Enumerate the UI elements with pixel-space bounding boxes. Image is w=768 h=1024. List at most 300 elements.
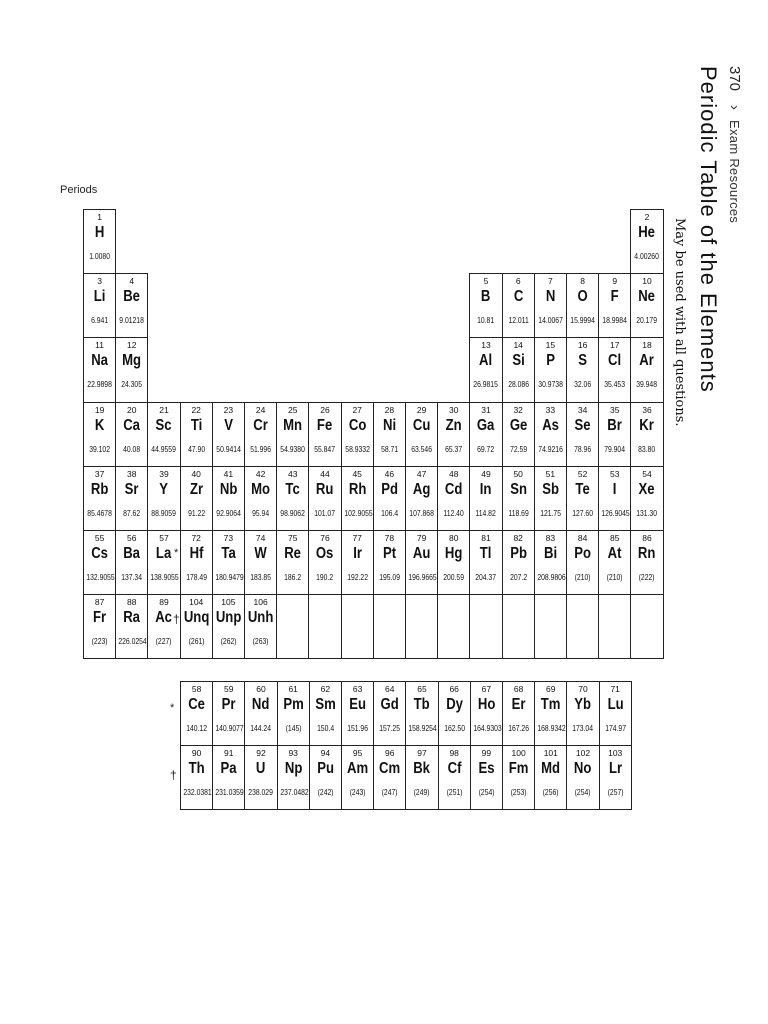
atomic-mass: 164.9303: [473, 724, 502, 733]
atomic-number: 91: [224, 748, 234, 759]
atomic-number: 90: [191, 748, 202, 759]
atomic-mass: 58.71: [380, 444, 398, 454]
atomic-mass: 14.0067: [538, 316, 563, 326]
empty-cell: [630, 594, 663, 659]
atomic-mass: 151.96: [347, 724, 368, 733]
empty-cell: [469, 594, 502, 659]
atomic-mass: (249): [414, 788, 430, 798]
element-symbol: P: [546, 352, 555, 370]
atomic-number: 5: [483, 276, 489, 287]
element-cell: [83, 273, 116, 338]
element-symbol: Unq: [183, 609, 209, 627]
element-cell: [599, 681, 632, 746]
element-symbol: Er: [511, 696, 526, 713]
atomic-mass: 92.9064: [216, 508, 241, 518]
element-symbol: Sr: [124, 480, 139, 498]
atomic-mass: 102.9055: [343, 508, 373, 518]
atomic-mass: 15.9994: [570, 316, 595, 326]
atomic-mass: (262): [220, 637, 237, 647]
atomic-number: 40: [191, 468, 201, 479]
empty-cell: [437, 594, 470, 659]
element-cell: [244, 681, 277, 746]
element-cell: [244, 466, 277, 531]
atomic-mass: 232.0381: [183, 788, 212, 798]
atomic-number: 97: [417, 748, 427, 759]
element-cell: [566, 337, 599, 402]
element-cell: [180, 530, 213, 595]
atomic-mass: 35.453: [604, 380, 626, 390]
element-cell: [83, 530, 116, 595]
element-symbol: Rh: [348, 480, 366, 498]
atomic-number: 6: [515, 276, 521, 287]
element-symbol: Mn: [283, 416, 303, 434]
element-cell: [599, 745, 632, 810]
atomic-mass: 20.179: [636, 316, 658, 326]
element-cell: [341, 466, 374, 531]
element-symbol: Es: [478, 760, 495, 778]
atomic-mass: 157.25: [379, 724, 401, 733]
atomic-number: 35: [610, 404, 620, 415]
element-symbol: Ra: [123, 609, 141, 627]
atomic-number: 99: [481, 748, 492, 759]
element-symbol: H: [94, 224, 105, 241]
element-cell: [566, 466, 599, 531]
atomic-mass: (263): [252, 637, 269, 647]
element-cell: [276, 402, 309, 467]
element-symbol: At: [607, 545, 622, 562]
element-cell: [147, 402, 180, 467]
element-symbol: Ga: [477, 416, 495, 434]
atomic-mass: 95.94: [252, 508, 270, 518]
atomic-mass: 79.904: [604, 444, 626, 454]
empty-cell: [276, 594, 309, 659]
element-cell: [405, 402, 438, 467]
element-cell: [405, 530, 438, 595]
element-cell: [180, 745, 213, 810]
element-symbol: S: [578, 352, 587, 370]
atomic-number: 85: [610, 533, 620, 543]
element-symbol: Ac: [155, 609, 173, 627]
atomic-number: 67: [481, 684, 492, 694]
element-symbol: Ne: [638, 288, 656, 306]
element-cell: [277, 681, 310, 746]
atomic-mass: 118.69: [508, 508, 529, 518]
element-symbol: Os: [316, 545, 334, 562]
element-cell: [212, 594, 245, 659]
atomic-number: 55: [94, 533, 105, 543]
element-cell: [502, 273, 535, 338]
atomic-mass: 180.9479: [215, 573, 244, 582]
element-cell: [598, 337, 631, 402]
empty-cell: [405, 594, 438, 659]
atomic-mass: 174.97: [604, 724, 626, 733]
atomic-number: 3: [97, 276, 102, 287]
element-symbol: Zr: [189, 480, 203, 498]
atomic-number: 63: [352, 684, 363, 694]
atomic-mass: (242): [317, 788, 334, 798]
atomic-number: 8: [580, 276, 585, 287]
element-symbol: Fm: [508, 760, 529, 778]
empty-cell: [308, 594, 341, 659]
element-cell: [598, 273, 631, 338]
element-cell: [308, 402, 341, 467]
atomic-mass: (145): [285, 724, 302, 733]
atomic-number: 65: [417, 684, 427, 694]
atomic-number: 93: [288, 748, 298, 759]
element-cell: [147, 530, 180, 595]
atomic-number: 88: [127, 597, 137, 608]
empty-cell: [341, 594, 374, 659]
atomic-number: 22: [191, 404, 201, 415]
atomic-number: 71: [610, 684, 620, 694]
element-symbol: Th: [188, 760, 205, 778]
element-cell: [438, 745, 471, 810]
atomic-number: 73: [223, 533, 234, 543]
atomic-number: 100: [511, 748, 526, 759]
atomic-number: 13: [481, 340, 491, 351]
element-symbol: Mg: [122, 352, 142, 370]
element-symbol: No: [574, 760, 592, 778]
element-symbol: Fe: [317, 416, 333, 434]
atomic-number: 46: [384, 468, 395, 479]
section-name: Exam Resources: [727, 120, 742, 224]
element-cell: [83, 594, 116, 659]
atomic-mass: 58.9332: [344, 444, 370, 454]
atomic-mass: 237.0482: [279, 788, 309, 798]
atomic-number: 23: [223, 404, 234, 415]
atomic-number: 38: [127, 468, 137, 479]
atomic-number: 74: [255, 533, 266, 543]
atomic-number: 81: [481, 533, 491, 543]
element-cell: [115, 402, 148, 467]
atomic-number: 79: [416, 533, 427, 543]
atomic-mass: (261): [188, 637, 205, 647]
element-symbol: Tl: [480, 545, 492, 562]
atomic-number: 70: [578, 684, 588, 694]
element-cell: [534, 337, 567, 402]
actinide-row-marker: †: [170, 768, 177, 782]
element-symbol: Y: [159, 480, 169, 498]
atomic-number: 2: [644, 212, 650, 222]
atomic-number: 62: [320, 684, 331, 694]
page-line: [726, 66, 743, 223]
element-cell: [83, 466, 116, 531]
atomic-mass: 121.75: [539, 508, 561, 518]
atomic-number: 68: [513, 684, 524, 694]
atomic-number: 58: [191, 684, 202, 694]
element-symbol: Nd: [252, 696, 270, 713]
atomic-number: 37: [94, 468, 105, 479]
element-cell: [341, 681, 374, 746]
actinide-marker: †: [173, 612, 180, 626]
element-symbol: Unp: [215, 609, 242, 627]
atomic-mass: (251): [446, 788, 463, 798]
element-cell: [373, 402, 406, 467]
element-cell: [566, 530, 599, 595]
atomic-mass: 173.04: [572, 724, 594, 733]
element-symbol: Mo: [251, 480, 271, 498]
atomic-number: 31: [481, 404, 491, 415]
element-symbol: Sc: [155, 416, 173, 434]
atomic-number: 32: [513, 404, 523, 415]
element-symbol: Ru: [316, 480, 334, 498]
atomic-number: 94: [320, 748, 331, 759]
element-symbol: Sn: [509, 480, 527, 498]
element-cell: [438, 681, 471, 746]
atomic-number: 69: [546, 684, 556, 694]
element-symbol: Cu: [412, 416, 431, 434]
element-symbol: Ar: [639, 352, 655, 370]
atomic-number: 54: [642, 468, 652, 479]
atomic-number: 83: [545, 533, 556, 543]
atomic-number: 48: [449, 468, 459, 479]
element-symbol: Co: [348, 416, 366, 434]
element-symbol: Li: [93, 288, 106, 306]
atomic-mass: 12.011: [508, 316, 529, 326]
element-cell: [405, 466, 438, 531]
element-symbol: Cs: [91, 545, 108, 562]
atomic-number: 4: [129, 276, 135, 287]
atomic-mass: 22.9898: [87, 380, 112, 390]
element-symbol: U: [256, 760, 266, 778]
atomic-mass: 138.9055: [150, 573, 180, 582]
atomic-mass: 26.9815: [473, 380, 499, 390]
empty-cell: [373, 594, 406, 659]
element-symbol: Rb: [90, 480, 109, 498]
atomic-mass: 32.06: [574, 380, 592, 390]
element-symbol: Gd: [380, 696, 399, 713]
element-symbol: V: [224, 416, 233, 434]
element-symbol: Ba: [123, 545, 141, 562]
atomic-number: 77: [352, 533, 362, 543]
atomic-number: 49: [481, 468, 491, 479]
element-symbol: Eu: [349, 696, 366, 713]
element-cell: [115, 273, 148, 338]
element-symbol: In: [480, 480, 492, 498]
element-symbol: Ta: [221, 545, 236, 562]
atomic-number: 36: [642, 404, 652, 415]
element-cell: [469, 402, 502, 467]
element-symbol: Rn: [638, 545, 656, 562]
element-cell: [534, 530, 567, 595]
element-cell: [630, 466, 663, 531]
element-cell: [437, 466, 470, 531]
atomic-number: 24: [255, 404, 266, 415]
element-cell: [83, 402, 116, 467]
element-cell: [309, 681, 342, 746]
element-symbol: Lr: [608, 760, 622, 778]
element-cell: [502, 681, 535, 746]
element-cell: [115, 594, 148, 659]
atomic-number: 86: [642, 533, 652, 543]
element-cell: [276, 466, 309, 531]
element-cell: [147, 466, 180, 531]
element-cell: [598, 466, 631, 531]
element-symbol: Cd: [445, 480, 463, 498]
atomic-mass: 30.9738: [538, 380, 563, 390]
lanthanide-row-marker: *: [170, 702, 175, 714]
element-symbol: Sb: [541, 480, 559, 498]
element-cell: [244, 594, 277, 659]
element-symbol: Bk: [413, 760, 431, 778]
atomic-mass: 226.0254: [118, 637, 147, 647]
atomic-mass: 132.9055: [86, 573, 115, 582]
element-cell: [598, 402, 631, 467]
lanthanide-marker: *: [174, 547, 179, 559]
element-cell: [566, 402, 599, 467]
element-cell: [373, 745, 406, 810]
element-cell: [212, 681, 245, 746]
atomic-mass: (254): [575, 788, 591, 798]
element-symbol: Pa: [220, 760, 237, 778]
atomic-mass: 144.24: [250, 724, 272, 733]
element-cell: [470, 681, 503, 746]
element-symbol: F: [610, 288, 619, 306]
atomic-mass: 83.80: [638, 444, 656, 454]
atomic-number: 43: [288, 468, 298, 479]
atomic-number: 105: [221, 597, 236, 608]
element-cell: [212, 530, 245, 595]
element-symbol: He: [638, 224, 656, 241]
atomic-number: 15: [545, 340, 556, 351]
atomic-number: 51: [545, 468, 556, 479]
empty-cell: [502, 594, 535, 659]
atomic-mass: 10.81: [477, 316, 495, 326]
element-cell: [437, 402, 470, 467]
element-cell: [566, 745, 599, 810]
element-cell: [630, 530, 663, 595]
element-symbol: Cr: [253, 416, 268, 434]
element-symbol: As: [541, 416, 559, 434]
atomic-number: 82: [513, 533, 523, 543]
atomic-number: 21: [159, 404, 169, 415]
element-symbol: Re: [284, 545, 302, 562]
element-cell: [180, 466, 213, 531]
element-symbol: Ni: [382, 416, 396, 434]
atomic-number: 60: [256, 684, 266, 694]
element-cell: [309, 745, 342, 810]
element-symbol: Au: [412, 545, 431, 562]
element-cell: [566, 273, 599, 338]
element-symbol: Md: [541, 760, 561, 778]
element-symbol: Cl: [608, 352, 622, 370]
element-symbol: Pu: [316, 760, 334, 778]
atomic-number: 25: [288, 404, 298, 415]
element-symbol: Bi: [543, 545, 557, 562]
atomic-mass: 192.22: [346, 573, 368, 582]
element-cell: [630, 402, 663, 467]
atomic-number: 95: [352, 748, 363, 759]
element-cell: [405, 745, 438, 810]
element-symbol: Cf: [447, 760, 462, 778]
element-symbol: Al: [479, 352, 493, 370]
atomic-number: 84: [577, 533, 588, 543]
atomic-mass: 39.948: [636, 380, 658, 390]
element-symbol: Hf: [189, 545, 204, 562]
atomic-number: 26: [320, 404, 330, 415]
element-cell: [502, 466, 535, 531]
element-symbol: Se: [574, 416, 591, 434]
element-cell: [83, 209, 116, 274]
element-symbol: Be: [123, 288, 141, 306]
atomic-mass: 91.22: [187, 508, 205, 518]
atomic-number: 10: [642, 276, 652, 287]
element-symbol: Yb: [574, 696, 592, 713]
atomic-mass: 137.34: [121, 573, 143, 582]
element-symbol: Lu: [607, 696, 624, 713]
atomic-number: 53: [610, 468, 620, 479]
atomic-mass: (253): [510, 788, 527, 798]
element-cell: [180, 402, 213, 467]
atomic-number: 89: [159, 597, 169, 608]
element-symbol: Ge: [509, 416, 527, 434]
empty-cell: [534, 594, 567, 659]
element-cell: [373, 530, 406, 595]
atomic-mass: 162.50: [443, 724, 465, 733]
element-symbol: Ho: [477, 696, 496, 713]
element-cell: [566, 681, 599, 746]
element-cell: [534, 745, 567, 810]
element-symbol: C: [513, 288, 523, 306]
atomic-mass: 127.60: [572, 508, 593, 518]
atomic-mass: 208.9806: [537, 573, 566, 582]
atomic-mass: (257): [607, 788, 624, 798]
atomic-mass: 55.847: [314, 444, 336, 454]
element-cell: [405, 681, 438, 746]
atomic-number: 47: [416, 468, 427, 479]
element-cell: [630, 273, 663, 338]
atomic-mass: 195.09: [378, 573, 400, 582]
atomic-number: 75: [288, 533, 298, 543]
element-symbol: La: [156, 545, 172, 562]
atomic-number: 20: [127, 404, 137, 415]
element-cell: [469, 530, 502, 595]
element-cell: [437, 530, 470, 595]
atomic-mass: 196.9665: [408, 573, 437, 582]
atomic-mass: 65.37: [445, 444, 463, 454]
atomic-mass: 107.868: [409, 508, 434, 518]
element-symbol: Nb: [219, 480, 238, 498]
atomic-mass: 4.00260: [634, 252, 660, 261]
atomic-number: 30: [449, 404, 459, 415]
atomic-mass: 231.0359: [215, 788, 244, 798]
atomic-number: 61: [288, 684, 298, 694]
element-cell: [469, 466, 502, 531]
element-cell: [212, 745, 245, 810]
atomic-mass: 18.9984: [602, 316, 628, 326]
atomic-number: 59: [224, 684, 234, 694]
element-cell: [276, 530, 309, 595]
element-symbol: Pd: [380, 480, 398, 498]
atomic-number: 96: [385, 748, 395, 759]
atomic-mass: 98.9062: [280, 508, 306, 518]
atomic-number: 12: [127, 340, 137, 351]
element-symbol: Xe: [638, 480, 656, 498]
atomic-number: 72: [191, 533, 201, 543]
atomic-number: 29: [416, 404, 427, 415]
atomic-mass: 204.37: [475, 573, 497, 582]
atomic-mass: (227): [156, 637, 172, 647]
element-cell: [115, 337, 148, 402]
element-symbol: Unh: [247, 609, 274, 627]
atomic-mass: 238.029: [248, 788, 274, 798]
atomic-number: 7: [548, 276, 553, 287]
page-number: 370: [726, 66, 743, 92]
element-cell: [373, 466, 406, 531]
element-symbol: O: [577, 288, 588, 306]
element-cell: [212, 402, 245, 467]
element-symbol: Sm: [315, 696, 336, 713]
